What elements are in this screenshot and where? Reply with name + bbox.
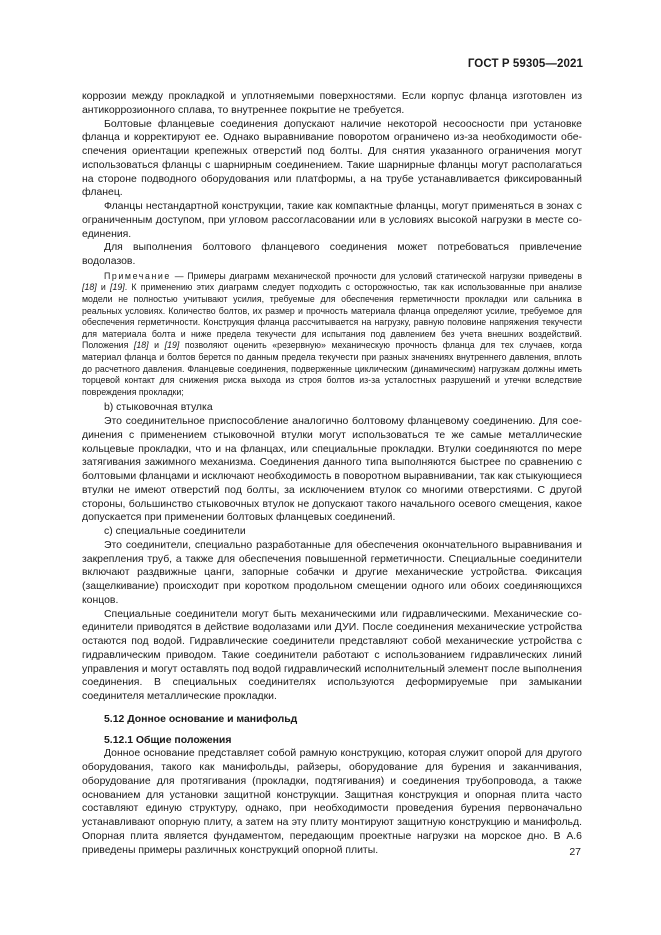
paragraph-subsea-base: Донное основание представляет собой рамную конструкцию, которая служит опорой для другого оборудования, такого как манифольды, райзеры, оборудование для бурения и заканчивания, оборудование для протягивания (прокладки, подтягивания) и соединения трубопровода, а также основанием для установки защитной конструкции. Защитная конструкция и опорная плита часто составляют единую структуру, однако, при необходимости проведения бурения первоначально устанавливают опорную плиту, а затем на эту плиту монтируют защитную конструкцию и манифольд. Опорная плита является фундаментом, передающим проектные нагрузки на морское дно. В А.6 приведены примеры различных конструкций опорной плиты.: [82, 748, 582, 856]
paragraph-bolted-flanges: Болтовые фланцевые соединения допускают наличие некоторой несоосности при установке фланца и корректируют ее. Однако выравнивание поворотом ограничено из-за необходимости обеспечения ориентации крепежных отверстий под болты. Для снятия указанного ограничения могут использоваться фланцы с шарнирным соединением. Такие шарнирные фланцы могут располагаться на стороне подводного оборудования или платформы, а на трубе устанавливается фиксированный фланец.: [82, 118, 582, 199]
list-item-b-label: b) стыковочная втулка: [104, 402, 213, 414]
note-and-1: и: [96, 282, 111, 293]
paragraph-continuation: коррозии между прокладкой и уплотняемыми поверхностями. Если корпус фланца изготовлен из антикоррозионного сплава, то внутреннее покрытие не требуется.: [82, 91, 582, 116]
note-text-2: . К применению этих диаграмм следует подходить с осторожностью, так как использованные при анализе модели не полностью учитывают усилия, требуемые для обеспечения герметичности прокладки или сальника в реальных условиях. Количество болтов, их размер и прочность материала фланца определяют усилие, требуемое для обеспечения герметичности. Конструкция фланца рассчитывается на нагрузку, равную половине напряжения текучести для материала болта и ниже предела текучести для испытания под давлением без учета внешних воздействий. Положения: [82, 282, 582, 351]
section-heading-5-12: 5.12 Донное основание и манифольд: [104, 713, 298, 725]
note-ref-19-second: [19]: [164, 340, 180, 351]
note-and-2: и: [148, 340, 165, 351]
page-body: [82, 90, 582, 857]
paragraph-divers: Для выполнения болтового фланцевого соединения может потребоваться привлечение водолазов.: [82, 242, 582, 267]
note-text-3: позволяют оценить «резервную» механическую прочность фланца для тех случаев, когда материал фланца и болтов берется по данным предела текучести при разных значениях внутреннего давления, вплоть до расчетного давления. Фланцевые соединения, подверженные циклическим (динамическим) нагрузкам должны иметь торцевой контакт для снижения риска выхода из строя болтов из-за усталостных разрушений и утечки вследствие повреждения прокладки;: [82, 340, 583, 397]
list-item-c-label: c) специальные соединители: [104, 526, 246, 538]
note-label: Примечание: [104, 270, 171, 281]
note-ref-18: [18]: [82, 282, 97, 293]
list-item-c-text-2: Специальные соединители могут быть механическими или гидравлическими. Механические соединители приводятся в действие водолазами или ДУИ. После соединения механические устройства остаются под водой. Гидравлические соединители представляют собой механические устройства с гидравлическим приводом. Такие соединители работают с использованием гидравлических линий управления и могут оставлять под водой гидравлический исполнительный элемент после выполнения соединения. В специальных соединителях используются деформируемые при замыкании соединителя металлические прокладки.: [82, 608, 582, 703]
page-number: 27: [569, 846, 581, 858]
subsection-heading-5-12-1: 5.12.1 Общие положения: [104, 734, 232, 746]
note-block: [82, 271, 582, 399]
note-ref-19: [19]: [110, 282, 125, 293]
standard-id-header: ГОСТ Р 59305—2021: [467, 58, 583, 70]
note-text-1: — Примеры диаграмм механической прочности для условий статической нагрузки приведены в: [170, 270, 582, 281]
paragraph-nonstandard-flanges: Фланцы нестандартной конструкции, такие как компактные фланцы, могут применяться в зонах с ограниченным доступом, при угловом рассогласовании или в условиях высокой нагрузки в месте соединения.: [82, 201, 582, 240]
list-item-c-text-1: Это соединители, специально разработанные для обеспечения окончательного выравнивания и закрепления труб, а также для обеспечения повышенной герметичности. Специальные соединители включают раздвижные цанги, запорные собачки и другие механические устройства. Фиксация (защелкивание) происходит при коротком продольном смещении одного или обоих соединяющихся концов.: [82, 539, 582, 606]
list-item-b-text: Это соединительное приспособление аналогично болтовому фланцевому соединению. Для соединения с применением стыковочной втулки могут использоваться те же самые металлические кольцевые прокладки, что и на фланцах, или специальные прокладки. Втулки соединяются по мере затягивания зажимного механизма. Соединения данного типа выполняются быстрее по сравнению с болтовыми фланцами и исключают необходимость в поворотном выравнивании, так как стыкующиеся втулки не имеют отверстий под болты, за исключением втулок со многими отверстиями. С другой стороны, большинство стыковочных втулок не допускают такого начального осевого смещения, какое допускается при применении болтовых фланцевых соединений.: [82, 416, 582, 524]
note-ref-18-second: [18]: [133, 340, 149, 351]
